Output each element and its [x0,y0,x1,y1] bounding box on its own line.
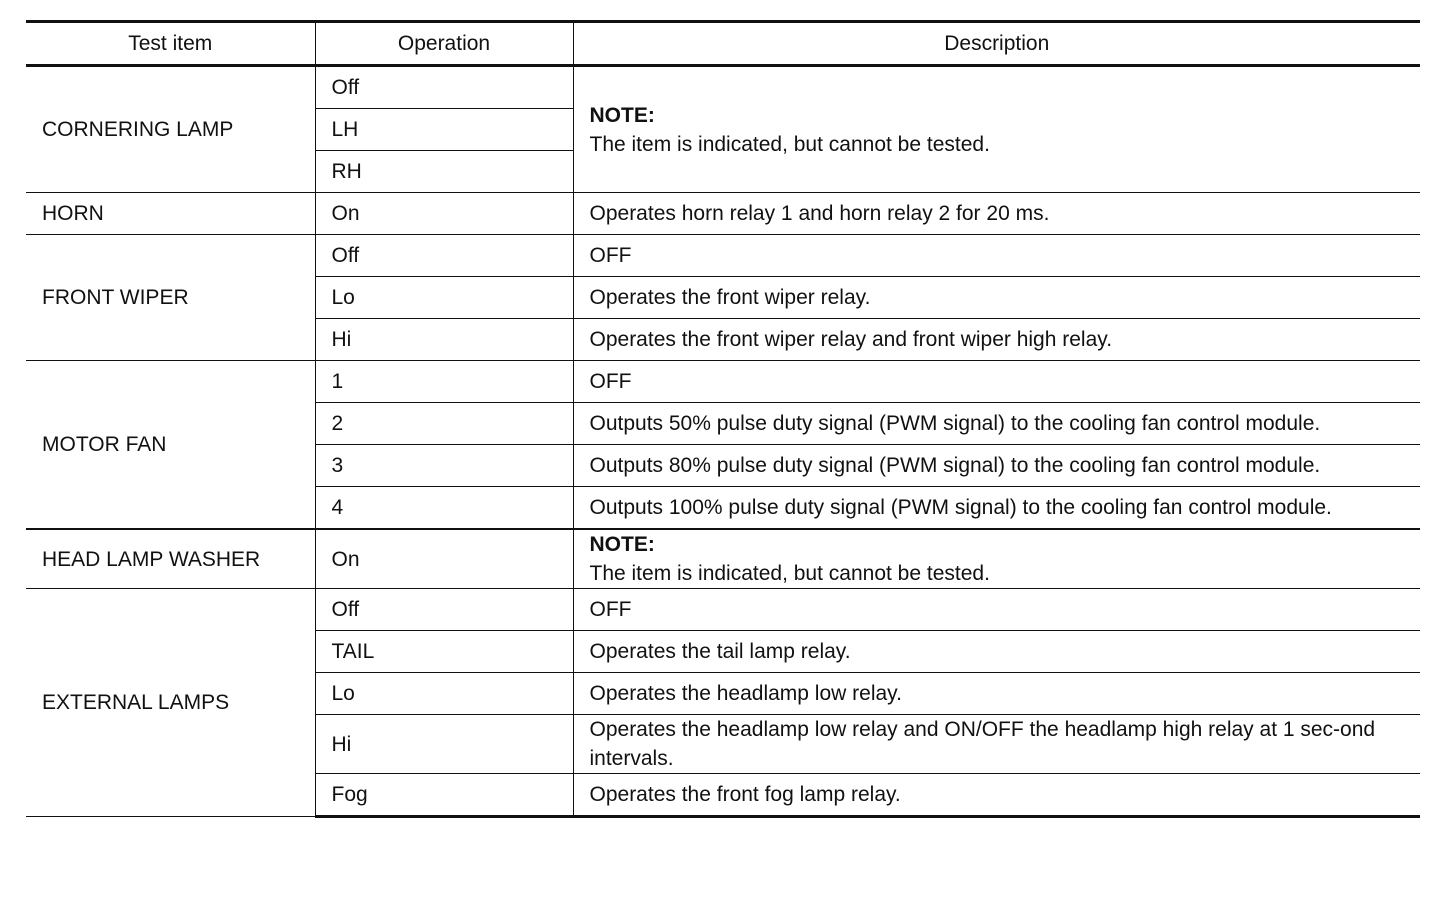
description-cell: Outputs 80% pulse duty signal (PWM signal) to the cooling fan control module. [573,445,1420,487]
description-cell: Outputs 50% pulse duty signal (PWM signal) to the cooling fan control module. [573,403,1420,445]
description-note [573,529,1420,589]
operation-cell: Lo [315,673,573,715]
description-cell: OFF [573,589,1420,631]
item-external-lamps: EXTERNAL LAMPS [26,589,315,817]
header-row [26,22,1420,66]
description-cell: Operates the headlamp low relay and ON/OFF the headlamp high relay at 1 sec-ond intervals. [573,715,1420,774]
operation-cell: Off [315,589,573,631]
table-row [26,589,1420,631]
description-cell: OFF [573,235,1420,277]
table-row [26,66,1420,109]
note-text: The item is indicated, but cannot be tested. [589,132,990,156]
operation-cell: Fog [315,774,573,817]
note-text: The item is indicated, but cannot be tested. [589,562,990,585]
description-cell: OFF [573,361,1420,403]
description-note [573,66,1420,193]
table-row [26,529,1420,589]
operation-cell: 4 [315,487,573,530]
description-cell: Outputs 100% pulse duty signal (PWM signal) to the cooling fan control module. [573,487,1420,530]
operation-cell: 1 [315,361,573,403]
header-operation: Operation [315,22,573,66]
note-title: NOTE: [589,533,655,556]
operation-cell: TAIL [315,631,573,673]
description-cell: Operates horn relay 1 and horn relay 2 for 20 ms. [573,193,1420,235]
table-row [26,193,1420,235]
item-front-wiper: FRONT WIPER [26,235,315,361]
header-test-item: Test item [26,22,315,66]
description-cell: Operates the tail lamp relay. [573,631,1420,673]
operation-cell: LH [315,109,573,151]
description-cell: Operates the headlamp low relay. [573,673,1420,715]
operation-cell: RH [315,151,573,193]
operation-cell: Off [315,235,573,277]
note-title: NOTE: [589,103,655,127]
description-cell: Operates the front fog lamp relay. [573,774,1420,817]
item-motor-fan: MOTOR FAN [26,361,315,530]
header-description: Description [573,22,1420,66]
table-row [26,361,1420,403]
operation-cell: Hi [315,319,573,361]
description-cell: Operates the front wiper relay. [573,277,1420,319]
test-item-table [26,20,1420,818]
operation-cell: On [315,529,573,589]
table-row [26,235,1420,277]
item-horn: HORN [26,193,315,235]
operation-cell: 2 [315,403,573,445]
operation-cell: 3 [315,445,573,487]
description-cell: Operates the front wiper relay and front wiper high relay. [573,319,1420,361]
item-head-lamp-washer: HEAD LAMP WASHER [26,529,315,589]
item-cornering-lamp: CORNERING LAMP [26,66,315,193]
operation-cell: Off [315,66,573,109]
operation-cell: Hi [315,715,573,774]
operation-cell: Lo [315,277,573,319]
operation-cell: On [315,193,573,235]
